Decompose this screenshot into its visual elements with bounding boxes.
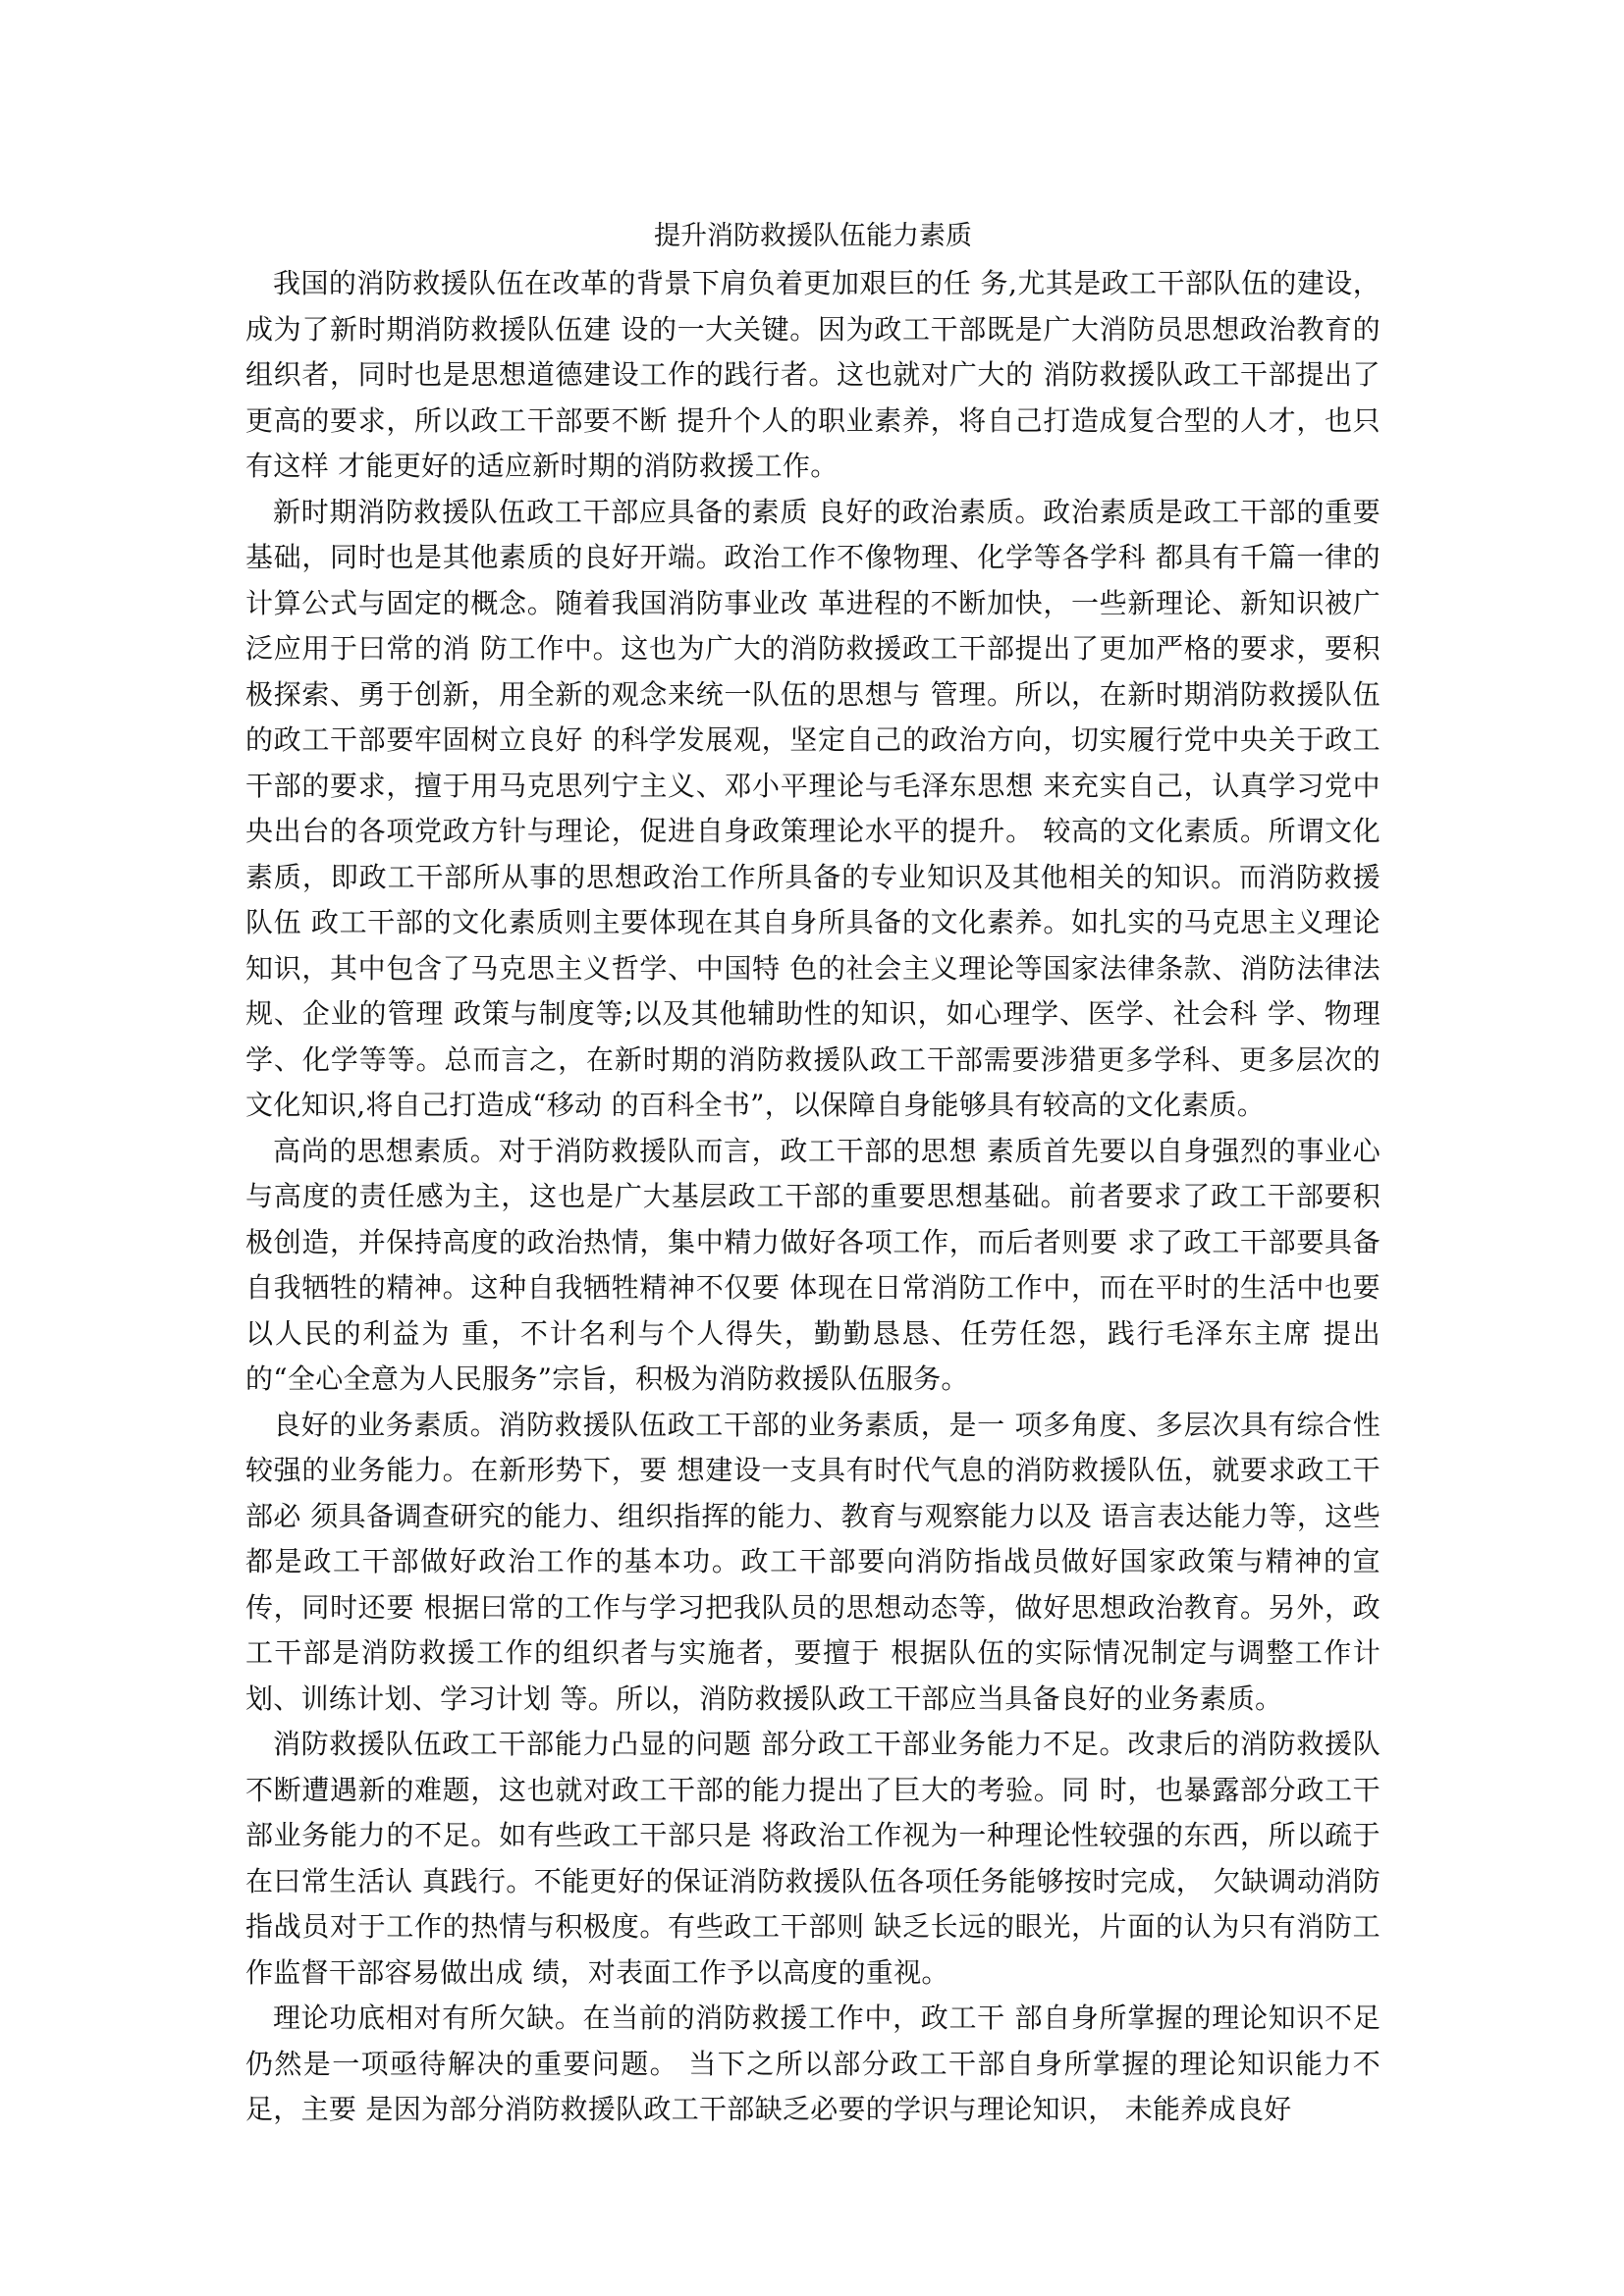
document-title: 提升消防救援队伍能力素质: [654, 221, 972, 251]
document-page: [245, 218, 1380, 2133]
paragraph-problems: 消防救援队伍政工干部能力凸显的问题 部分政工干部业务能力不足。改隶后的消防救援队不断遭遇新的难题，这也就对政工干部的能力提出了巨大的考验。同 时，也暴露部分政工干部业务能力的不足。如有些政工干部只是 将政治工作视为一种理论性较强的东西，所以疏于在曰常生活认 真践行。不能更好的保证消防救援队伍各项任务能够按时完成， 欠缺调动消防指战员对于工作的热情与积极度。有些政工干部则 缺乏长远的眼光，片面的认为只有消防工作监督干部容易做出成 绩，对表面工作予以高度的重视。: [245, 1728, 1380, 1989]
paragraph-intro: 我国的消防救援队伍在改革的背景下肩负着更加艰巨的任 务,尤其是政工干部队伍的建设，成为了新时期消防救援队伍建 设的一大关键。因为政工干部既是广大消防员思想政治教育的 组织者，同时也是思想道德建设工作的践行者。这也就对广大的 消防救援队政工干部提出了更高的要求，所以政工干部要不断 提升个人的职业素养，将自己打造成复合型的人才，也只有这样 才能更好的适应新时期的消防救援工作。: [245, 267, 1380, 482]
paragraph-business-quality: 良好的业务素质。消防救援队伍政工干部的业务素质，是一 项多角度、多层次具有综合性较强的业务能力。在新形势下，要 想建设一支具有时代气息的消防救援队伍，就要求政工干部必 须具备调查研究的能力、组织指挥的能力、教育与观察能力以及 语言表达能力等，这些都是政工干部做好政治工作的基本功。政工干部要向消防指战员做好国家政策与精神的宣传，同时还要 根据曰常的工作与学习把我队员的思想动态等，做好思想政治教育。另外，政工干部是消防救援工作的组织者与实施者，要擅于 根据队伍的实际情况制定与调整工作计划、训练计划、学习计划 等。所以，消防救援队政工干部应当具备良好的业务素质。: [245, 1408, 1380, 1715]
paragraph-theory-deficit: 理论功底相对有所欠缺。在当前的消防救援工作中，政工干 部自身所掌握的理论知识不足仍然是一项亟待解决的重要问题。 当下之所以部分政工干部自身所掌握的理论知识能力不足，主要 是因为部分消防救援队政工干部缺乏必要的学识与理论知识， 未能养成良好: [245, 2002, 1380, 2125]
paragraph-political-cultural-quality: 新时期消防救援队伍政工干部应具备的素质 良好的政治素质。政治素质是政工干部的重要基础，同时也是其他素质的良好开端。政治工作不像物理、化学等各学科 都具有千篇一律的计算公式与固定的概念。随着我国消防事业改 革进程的不断加快，一些新理论、新知识被广泛应用于曰常的消 防工作中。这也为广大的消防救援政工干部提出了更加严格的要求，要积极探索、勇于创新，用全新的观念来统一队伍的思想与 管理。所以，在新时期消防救援队伍的政工干部要牢固树立良好 的科学发展观，坚定自己的政治方向，切实履行党中央关于政工 干部的要求，擅于用马克思列宁主义、邓小平理论与毛泽东思想 来充实自己，认真学习党中央出台的各项党政方针与理论，促进自身政策理论水平的提升。 较高的文化素质。所谓文化素质，即政工干部所从事的思想政治工作所具备的专业知识及其他相关的知识。而消防救援队伍 政工干部的文化素质则主要体现在其自身所具备的文化素养。如扎实的马克思主义理论知识，其中包含了马克思主义哲学、中国特 色的社会主义理论等国家法律条款、消防法律法规、企业的管理 政策与制度等;以及其他辅助性的知识，如心理学、医学、社会科 学、物理学、化学等等。总而言之，在新时期的消防救援队政工干部需要涉猎更多学科、更多层次的文化知识,将自己打造成“移动 的百科全书”，以保障自身能够具有较高的文化素质。: [245, 495, 1380, 1121]
paragraph-ideological-quality: 高尚的思想素质。对于消防救援队而言，政工干部的思想 素质首先要以自身强烈的事业心与高度的责任感为主，这也是广大基层政工干部的重要思想基础。前者要求了政工干部要积极创造，并保持高度的政治热情，集中精力做好各项工作，而后者则要 求了政工干部要具备自我牺牲的精神。这种自我牺牲精神不仅要 体现在日常消防工作中，而在平时的生活中也要以人民的利益为 重，不计名利与个人得失，勤勤恳恳、任劳任怨，践行毛泽东主席 提出的“全心全意为人民服务”宗旨，积极为消防救援队伍服务。: [245, 1134, 1380, 1395]
